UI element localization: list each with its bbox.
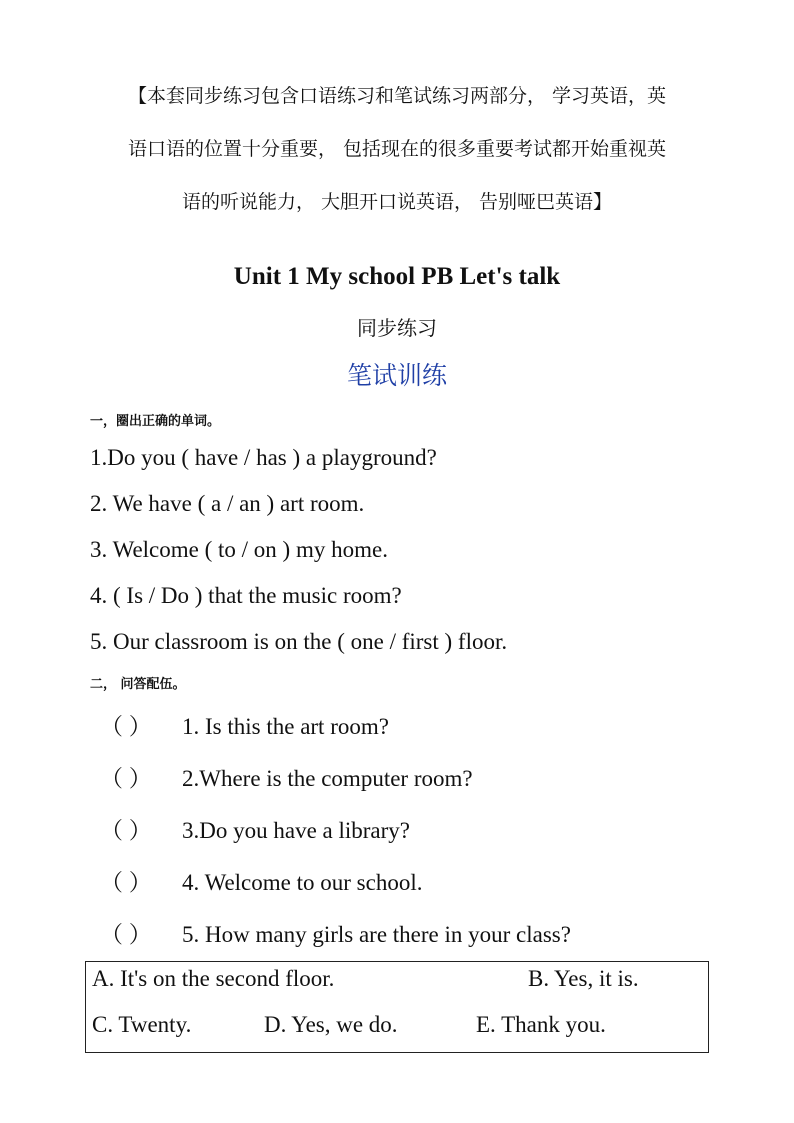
part2-question-2 [100,760,473,793]
option-e: E. Thank you. [476,1012,606,1037]
question-text: 2.Where is the computer room? [182,766,473,791]
part1-question-4: 4. ( Is / Do ) that the music room? [90,583,402,608]
part1-question-2: 2. We have ( a / an ) art room. [90,491,365,516]
answer-options-box [85,961,709,1053]
page-subtitle: 同步练习 [357,316,437,340]
part1-question-3: 3. Welcome ( to / on ) my home. [90,537,388,562]
question-text: 5. How many girls are there in your class? [182,922,571,947]
option-c: C. Twenty. [92,1012,192,1037]
intro-note [80,70,714,229]
answer-blank[interactable]: （ ） [100,714,152,739]
answer-blank[interactable]: （ ） [100,922,152,947]
page-title: Unit 1 My school PB Let's talk [233,263,561,290]
part1-question-5: 5. Our classroom is on the ( one / first ) floor. [90,629,508,654]
part2-question-4 [100,864,422,897]
section-heading: 笔试训练 [346,361,447,390]
intro-line-2: 语口语的位置十分重要， 包括现在的很多重要考试都开始重视英 [127,138,667,160]
intro-line-1: 【本套同步练习包含口语练习和笔试练习两部分， 学习英语，英 [127,85,667,107]
option-d: D. Yes, we do. [264,1012,398,1037]
question-text: 4. Welcome to our school. [182,870,423,895]
answer-blank[interactable]: （ ） [100,818,152,843]
part2-question-1 [100,708,389,741]
answer-blank[interactable]: （ ） [100,766,152,791]
option-a: A. It's on the second floor. [92,966,335,991]
question-text: 1. Is this the art room? [182,714,389,739]
part2-question-5 [100,916,571,949]
option-b: B. Yes, it is. [528,966,639,991]
question-text: 3.Do you have a library? [182,818,411,843]
answer-blank[interactable]: （ ） [100,870,152,895]
part2-title: 二， 问答配伍。 [90,677,186,692]
part1-question-1: 1.Do you ( have / has ) a playground? [90,445,437,470]
intro-line-3: 语的听说能力， 大胆开口说英语， 告别哑巴英语】 [181,191,613,213]
part1-title: 一，圈出正确的单词。 [90,414,221,429]
part2-question-3 [100,812,410,845]
